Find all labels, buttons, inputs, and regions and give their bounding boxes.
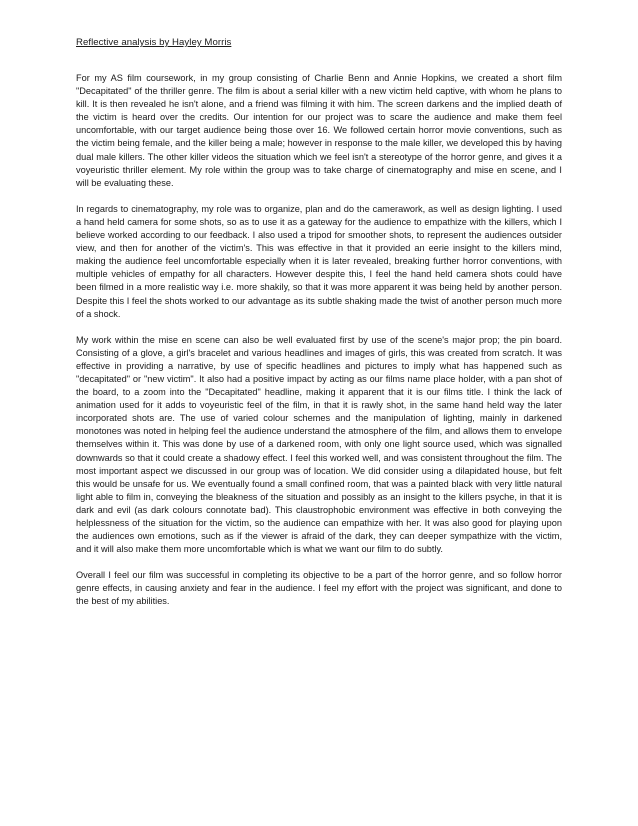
paragraph-cinematography: In regards to cinematography, my role was to organize, plan and do the camerawork, as well as design lighting. I used a hand held camera for some shots, so as to use it as a gateway for the audience to empathize with the killers, which I believe worked according to our feedback. I also used a tripod for smoother shots, to represent the audiences outsider view, and then for another of the victim's. This was effective in that it provided an eerie insight to the killers mind, making the audience feel uncomfortable especially when it is later revealed, breaking further horror conventions, with multiple vehicles of empathy for all characters. However despite this, I feel the hand held camera shots could have been filmed in a more realistic way i.e. more shakily, so that it was more apparent it was being held by another person. Despite this I feel the shots worked to our advantage as its subtle shaking made the twist of another person much more of a shock.	[76, 203, 562, 319]
paragraph-mise-en-scene: My work within the mise en scene can also be well evaluated first by use of the scene's major prop; the pin board. Consisting of a glove, a girl's bracelet and various headlines and images of girls, this was created from scratch. It was effective in providing a narrative, by use of specific headlines and pictures to imply what has happened such as "decapitated" or "new victim". It also had a positive impact by acting as our films name place holder, with a pan shot of the board, to a zoom into the "Decapitated" headline, making it apparent that it is our films title. I think the lack of animation used for it adds to voyeuristic feel of the film, in that it is rawly shot, in the same hand held way the later incorporated shots are. The use of varied colour schemes and the manipulation of lighting, mainly in darkened monotones was noted in helping feel the audience understand the atmosphere of the film, and allows them to envelope themselves within it. This was done by use of a darkened room, with only one light source used, which was signalled downwards so that it could create a shadowy effect. I feel this worked well, and was consistent throughout the film. The most important aspect we discussed in our group was of location. We did consider using a dilapidated house, but felt this would be unsafe for us. We eventually found a small confined room, that was a painted black with very little natural light able to film in, conveying the bleakness of the situation and possibly as an insight to the killers psyche, in that it is dark and evil (as dark colours connotate bad). This claustrophobic environment was effective in both conveying the helplessness of the situation for the victim, so the audience can empathize with her. It was also good for playing upon the audiences own emotions, such as if the viewer is afraid of the dark, they can deeper sympathize with the victim, and it will also make them more uncomfortable which is what we want our film to do subtly.	[76, 334, 562, 555]
document-title: Reflective analysis by Hayley Morris	[76, 37, 232, 48]
paragraph-introduction: For my AS film coursework, in my group consisting of Charlie Benn and Annie Hopkins, we created a short film "Decapitated" of the thriller genre. The film is about a serial killer with a new victim held captive, with whom he plans to kill. It is then revealed he isn't alone, and a friend was filming it with him. The screen darkens and the implied death of the victim is heard over the credits. Our intention for our project was to scare the audience and make them feel uncomfortable, with our target audience being those over 16. We followed certain horror movie conventions, such as the victim being female, and the killer being a male; however in response to the male killer, we developed this by having dual male killers. The other killer videos the situation which we feel isn't a stereotype of the horror genre, and gives it a voyeuristic thriller element. My role within the group was to take charge of cinematography and mise en scene, and I will be evaluating these.	[76, 73, 562, 188]
paragraph-conclusion: Overall I feel our film was successful in completing its objective to be a part of the horror genre, and so follow horror genre effects, in causing anxiety and fear in the audience. I feel my effort with the project was significant, and done to the best of my abilities.	[76, 570, 562, 607]
document-page	[76, 36, 562, 622]
